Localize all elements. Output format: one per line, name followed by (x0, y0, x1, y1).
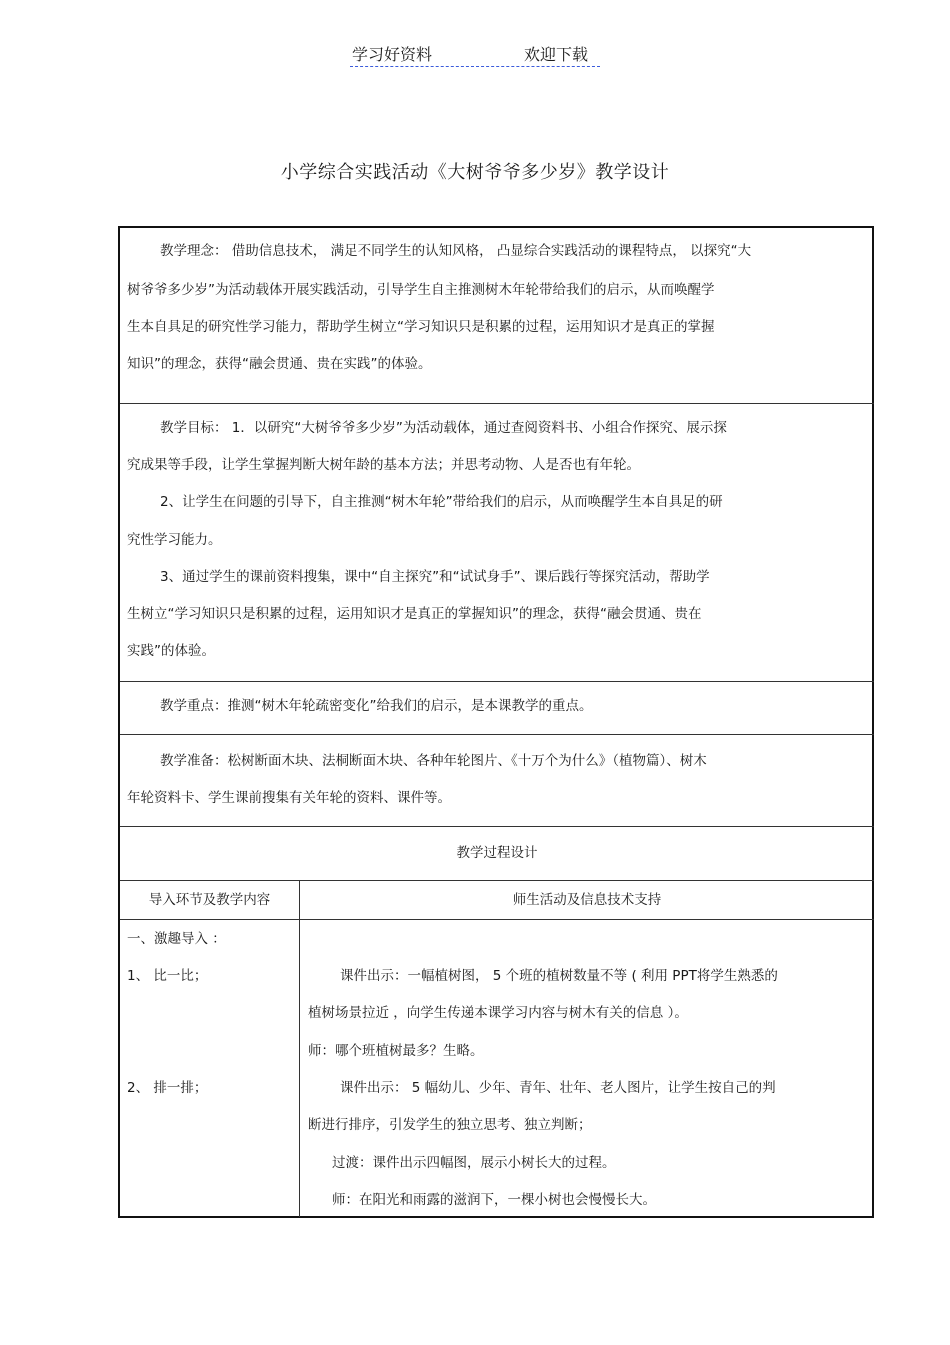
philosophy-line: 树爷爷多少岁”为活动载体开展实践活动，引导学生自主推测树木年轮带给我们的启示，从而唤醒学 (127, 282, 715, 298)
philosophy-line: 生本自具足的研究性学习能力，帮助学生树立“学习知识只是积累的过程，运用知识才是真正的掌握 (127, 319, 715, 335)
objectives-line: 实践”的体验。 (127, 643, 215, 659)
process-heading: 教学过程设计 (456, 845, 538, 861)
activity-line: 植树场景拉近 ，向学生传递本课学习内容与树木有关的信息 ）。 (308, 1005, 688, 1021)
objectives-line: 2、让学生在问题的引导下，自主推测“树木年轮”带给我们的启示，从而唤醒学生本自具足的研 (160, 494, 723, 510)
row-divider (120, 403, 874, 404)
row-divider (120, 681, 874, 682)
activity-line: 师：在阳光和雨露的滋润下，一棵小树也会慢慢长大。 (332, 1192, 656, 1208)
row-divider (120, 734, 874, 735)
preparation-line: 年轮资料卡、学生课前搜集有关年轮的资料、课件等。 (127, 790, 451, 806)
lesson-plan-table (118, 226, 874, 1218)
activity-line: 课件出示：一幅植树图， 5 个班的植树数量不等 ( 利用 PPT将学生熟悉的 (340, 968, 778, 984)
row-divider (120, 880, 874, 881)
objectives-line: 究成果等手段，让学生掌握判断大树年龄的基本方法；并思考动物、人是否也有年轮。 (127, 457, 640, 473)
preparation-line: 教学准备：松树断面木块、法桐断面木块、各种年轮图片、《十万个为什么》（植物篇）、树木 (160, 753, 707, 769)
document-title: 小学综合实践活动《大树爷爷多少岁》教学设计 (280, 162, 670, 183)
activity-line: 师：哪个班植树最多？生略。 (308, 1043, 484, 1059)
objectives-line: 生树立“学习知识只是积累的过程，运用知识才是真正的掌握知识”的理念，获得“融会贯通、贵在 (127, 606, 702, 622)
column-header-stages: 导入环节及教学内容 (148, 892, 271, 908)
header-left-text: 学习好资料 (352, 45, 433, 64)
column-header-activities: 师生活动及信息技术支持 (512, 892, 662, 908)
row-divider (120, 826, 874, 827)
column-divider (299, 880, 300, 1217)
objectives-line: 教学目标： 1．以研究“大树爷爷多少岁”为活动载体，通过查阅资料书、小组合作探究、展示探 (160, 420, 727, 436)
focus-text: 教学重点：推测“树木年轮疏密变化”给我们的启示，是本课教学的重点。 (160, 698, 593, 714)
row-divider (120, 919, 874, 920)
header-right-text: 欢迎下载 (524, 45, 589, 64)
activity-line: 课件出示： 5 幅幼儿、少年、青年、壮年、老人图片，让学生按自己的判 (340, 1080, 776, 1096)
objectives-line: 究性学习能力。 (127, 532, 222, 548)
activity-line: 断进行排序，引发学生的独立思考、独立判断； (308, 1117, 592, 1133)
activity-line: 过渡：课件出示四幅图，展示小树长大的过程。 (332, 1155, 616, 1171)
objectives-line: 3、通过学生的课前资料搜集，课中“自主探究”和“试试身手”、课后践行等探究活动，帮助学 (160, 569, 710, 585)
step-label: 2、 排一排； (127, 1080, 208, 1096)
step-label: 1、 比一比； (127, 968, 208, 984)
philosophy-line: 教学理念： 借助信息技术， 满足不同学生的认知风格， 凸显综合实践活动的课程特点， 以探究“大 (160, 243, 752, 259)
philosophy-line: 知识”的理念，获得“融会贯通、贵在实践”的体验。 (127, 356, 432, 372)
section-title: 一、激趣导入 ： (127, 931, 226, 947)
page-header (350, 40, 600, 67)
